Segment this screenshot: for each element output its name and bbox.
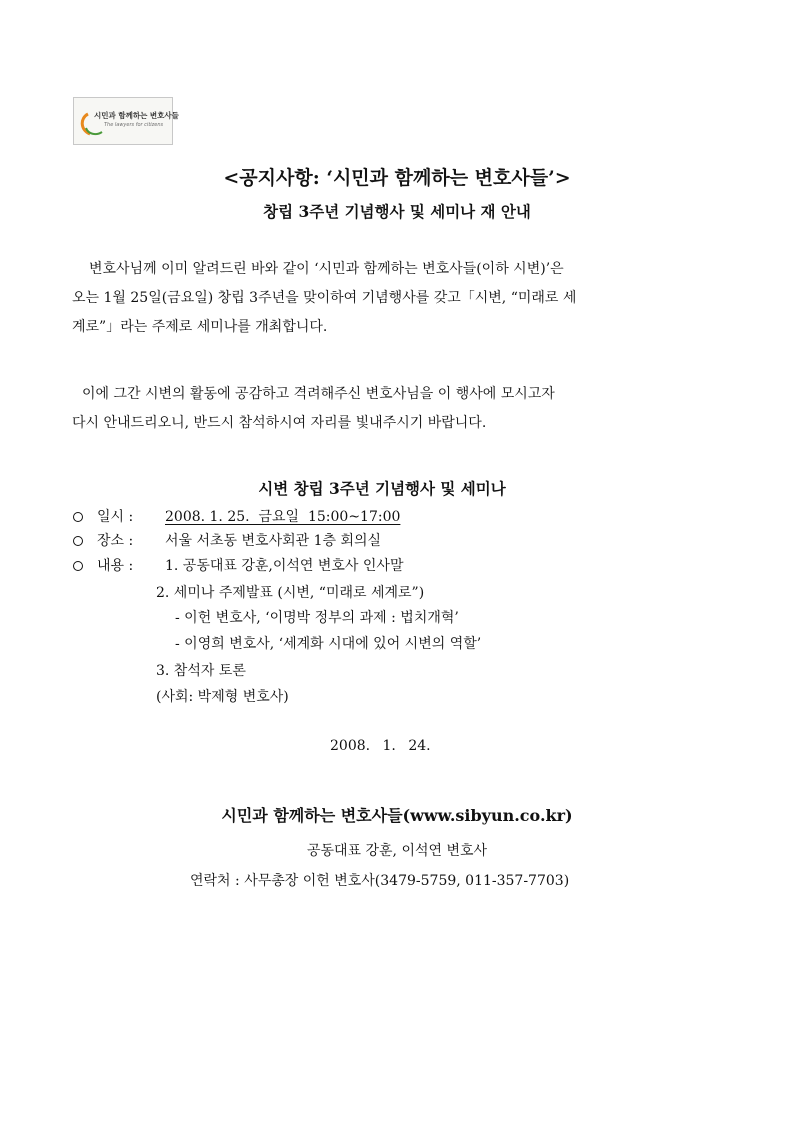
event-title: 시변 창립 3주년 기념행사 및 세미나: [258, 479, 506, 498]
paragraph-line: 이에 그간 시변의 활동에 공감하고 격려해주신 변호사님을 이 행사에 모시고자: [82, 386, 555, 402]
intro-paragraph: [72, 255, 694, 342]
program-item: 2. 세미나 주제발표 (시변, “미래로 세계로”): [156, 585, 425, 601]
event-place-row: [73, 530, 381, 550]
paragraph-line: 계로”」라는 주제로 세미나를 개최합니다.: [72, 319, 328, 335]
program-subitem: - 이헌 변호사, ‘이명박 정부의 과제 : 법치개혁’: [175, 610, 459, 626]
program-item: 3. 참석자 토론: [156, 663, 246, 679]
co-representatives: 공동대표 강훈, 이석연 변호사: [306, 843, 488, 859]
organization-name: 시민과 함께하는 변호사들(www.sibyun.co.kr): [221, 806, 573, 825]
content-label: 내용 :: [97, 558, 134, 574]
circle-bullet-icon: [73, 512, 83, 522]
circle-bullet-icon: [73, 561, 83, 571]
logo-name: 시민과 함께하는 변호사들: [94, 111, 179, 120]
place-value: 서울 서초동 변호사회관 1층 회의실: [165, 533, 382, 549]
logo-tagline: The lawyers for citizens: [104, 122, 164, 128]
date-value: 2008. 1. 25. 금요일 15:00~17:00: [165, 509, 401, 525]
document-date: 2008. 1. 24.: [330, 738, 431, 754]
circle-bullet-icon: [73, 536, 83, 546]
notice-title: <공지사항: ‘시민과 함께하는 변호사들’>: [223, 167, 571, 189]
program-moderator: (사회: 박제형 변호사): [156, 689, 289, 705]
paragraph-line: 다시 안내드리오니, 반드시 참석하시여 자리를 빛내주시기 바랍니다.: [72, 415, 487, 431]
paragraph-line: 변호사님께 이미 알려드린 바와 같이 ‘시민과 함께하는 변호사들(이하 시변)’은: [89, 261, 564, 277]
organization-logo: [73, 97, 179, 145]
event-content-row: [73, 555, 165, 575]
invitation-paragraph: [72, 380, 694, 438]
program-subitem: - 이영희 변호사, ‘세계화 시대에 있어 시변의 역할’: [175, 636, 482, 652]
program-item: 1. 공동대표 강훈,이석연 변호사 인사말: [165, 558, 404, 574]
event-date-row: [73, 506, 400, 526]
date-label: 일시 :: [97, 509, 134, 525]
notice-subtitle: 창립 3주년 기념행사 및 세미나 재 안내: [263, 202, 531, 221]
contact-info: 연락처 : 사무총장 이헌 변호사(3479-5759, 011-357-7703): [190, 873, 570, 889]
place-label: 장소 :: [97, 533, 134, 549]
paragraph-line: 오는 1월 25일(금요일) 창립 3주년을 맞이하여 기념행사를 갖고「시변, “미래로 세: [72, 290, 577, 306]
